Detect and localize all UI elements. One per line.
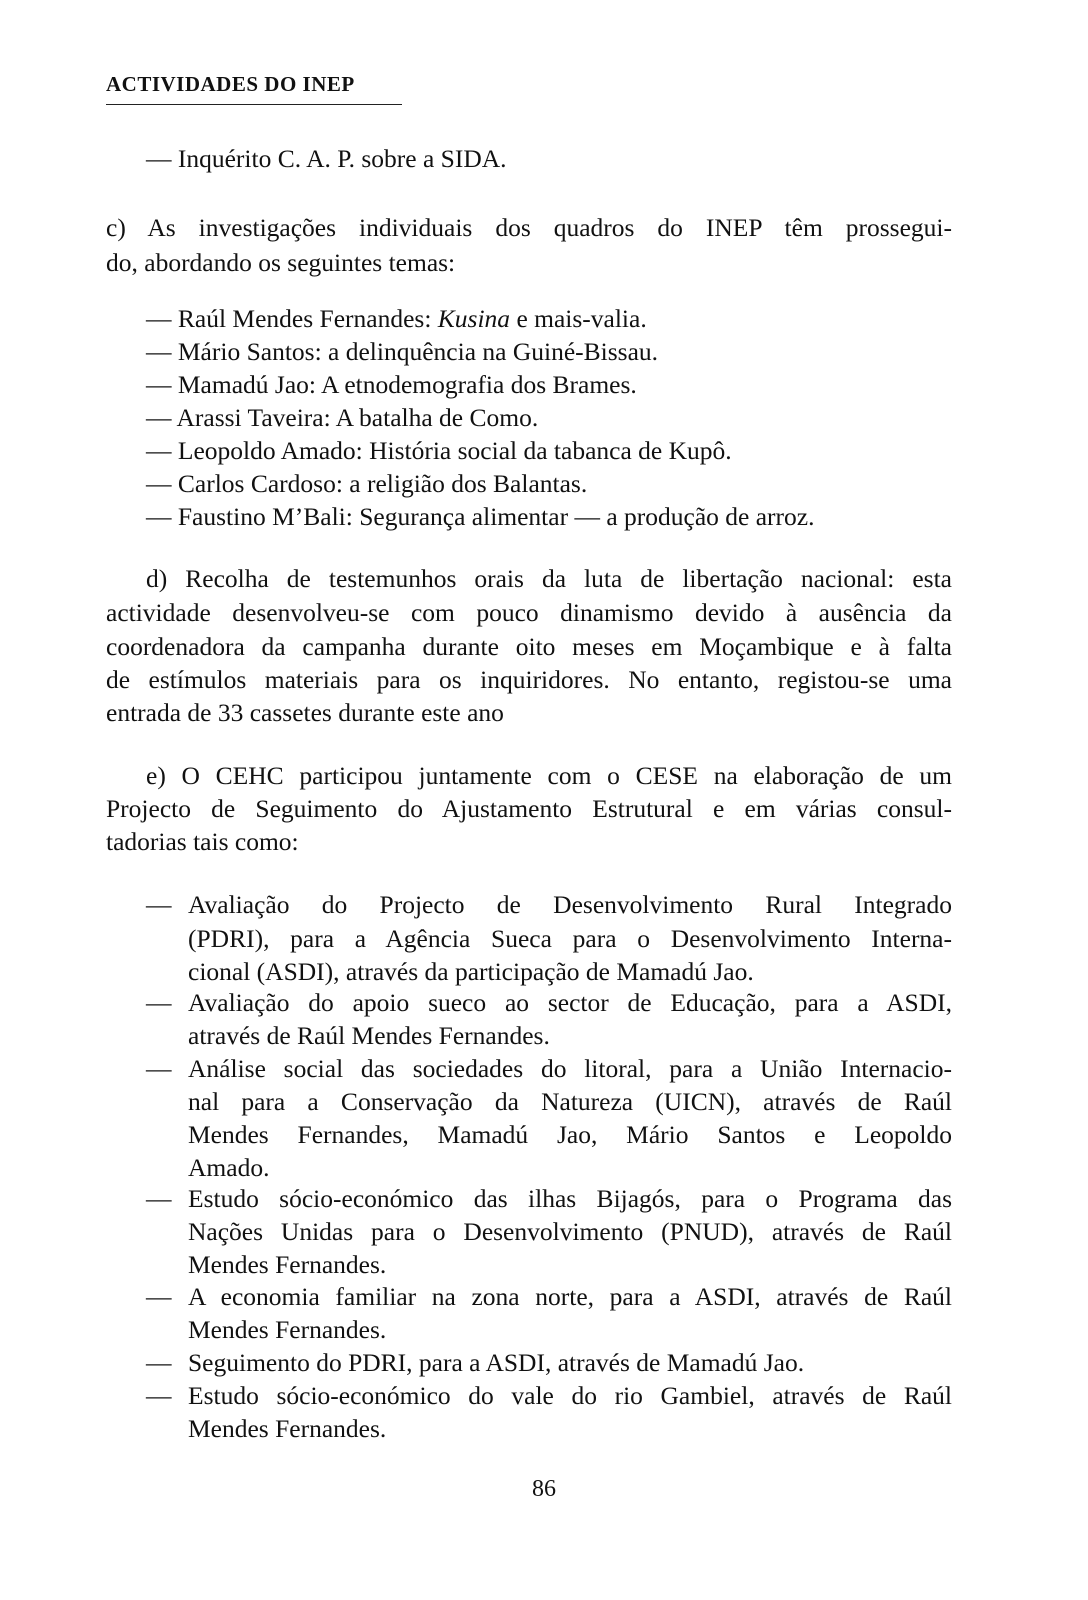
intro-item: — Inquérito C. A. P. sobre a SIDA. <box>146 144 507 173</box>
list-item-line: Mendes Fernandes. <box>188 1414 387 1443</box>
list-item: — Mamadú Jao: A etnodemografia dos Brames. <box>146 370 637 399</box>
header-rule <box>106 104 402 105</box>
list-dash: — <box>146 1348 172 1377</box>
list-item-line: Nações Unidas para o Desenvolvimento (PNUD), através de Raúl <box>188 1217 952 1246</box>
paragraph-line: coordenadora da campanha durante oito meses em Moçambique e à falta <box>106 632 952 661</box>
section-c-line-1: c) As investigações individuais dos quadros do INEP têm prossegui- <box>106 213 952 242</box>
list-item-line: A economia familiar na zona norte, para a ASDI, através de Raúl <box>188 1282 952 1311</box>
list-item-line: Avaliação do Projecto de Desenvolvimento Rural Integrado <box>188 890 952 919</box>
list-dash: — <box>146 1054 172 1083</box>
list-item: — Raúl Mendes Fernandes: Kusina e mais-valia. <box>146 304 647 333</box>
list-item-line: Mendes Fernandes. <box>188 1250 387 1279</box>
paragraph-line: e) O CEHC participou juntamente com o CESE na elaboração de um <box>146 761 952 790</box>
paragraph-line: Projecto de Seguimento do Ajustamento Estrutural e em várias consul- <box>106 794 952 823</box>
list-dash: — <box>146 1184 172 1213</box>
list-item: — Faustino M’Bali: Segurança alimentar — a produção de arroz. <box>146 502 815 531</box>
list-item-line: Seguimento do PDRI, para a ASDI, através de Mamadú Jao. <box>188 1348 805 1377</box>
list-item: — Mário Santos: a delinquência na Guiné-Bissau. <box>146 337 659 366</box>
list-item-line: nal para a Conservação da Natureza (UICN), através de Raúl <box>188 1087 952 1116</box>
list-item: — Carlos Cardoso: a religião dos Balantas. <box>146 469 588 498</box>
list-item-line: Estudo sócio-económico das ilhas Bijagós, para o Programa das <box>188 1184 952 1213</box>
paragraph-line: de estímulos materiais para os inquiridores. No entanto, registou-se uma <box>106 665 952 694</box>
list-item-line: Estudo sócio-económico do vale do rio Gambiel, através de Raúl <box>188 1381 952 1410</box>
list-item-line: Análise social das sociedades do litoral, para a União Internacio- <box>188 1054 952 1083</box>
list-item-line: Mendes Fernandes. <box>188 1315 387 1344</box>
list-item-line: através de Raúl Mendes Fernandes. <box>188 1021 550 1050</box>
list-item-line: cional (ASDI), através da participação de Mamadú Jao. <box>188 957 754 986</box>
list-item-line: Avaliação do apoio sueco ao sector de Educação, para a ASDI, <box>188 988 952 1017</box>
list-item: — Arassi Taveira: A batalha de Como. <box>146 403 539 432</box>
section-c-line-2: do, abordando os seguintes temas: <box>106 248 456 277</box>
page-number: 86 <box>532 1476 556 1502</box>
list-item: — Leopoldo Amado: História social da tabanca de Kupô. <box>146 436 732 465</box>
list-dash: — <box>146 890 172 919</box>
list-item-line: Amado. <box>188 1153 270 1182</box>
list-dash: — <box>146 988 172 1017</box>
paragraph-line: actividade desenvolveu-se com pouco dinamismo devido à ausência da <box>106 598 952 627</box>
paragraph-line: tadorias tais como: <box>106 827 299 856</box>
list-item-line: (PDRI), para a Agência Sueca para o Desenvolvimento Interna- <box>188 924 952 953</box>
list-dash: — <box>146 1381 172 1410</box>
paragraph-line: entrada de 33 cassetes durante este ano <box>106 698 504 727</box>
list-dash: — <box>146 1282 172 1311</box>
paragraph-line: d) Recolha de testemunhos orais da luta de libertação nacional: esta <box>146 564 952 593</box>
running-header: ACTIVIDADES DO INEP <box>106 72 355 96</box>
list-item-line: Mendes Fernandes, Mamadú Jao, Mário Santos e Leopoldo <box>188 1120 952 1149</box>
